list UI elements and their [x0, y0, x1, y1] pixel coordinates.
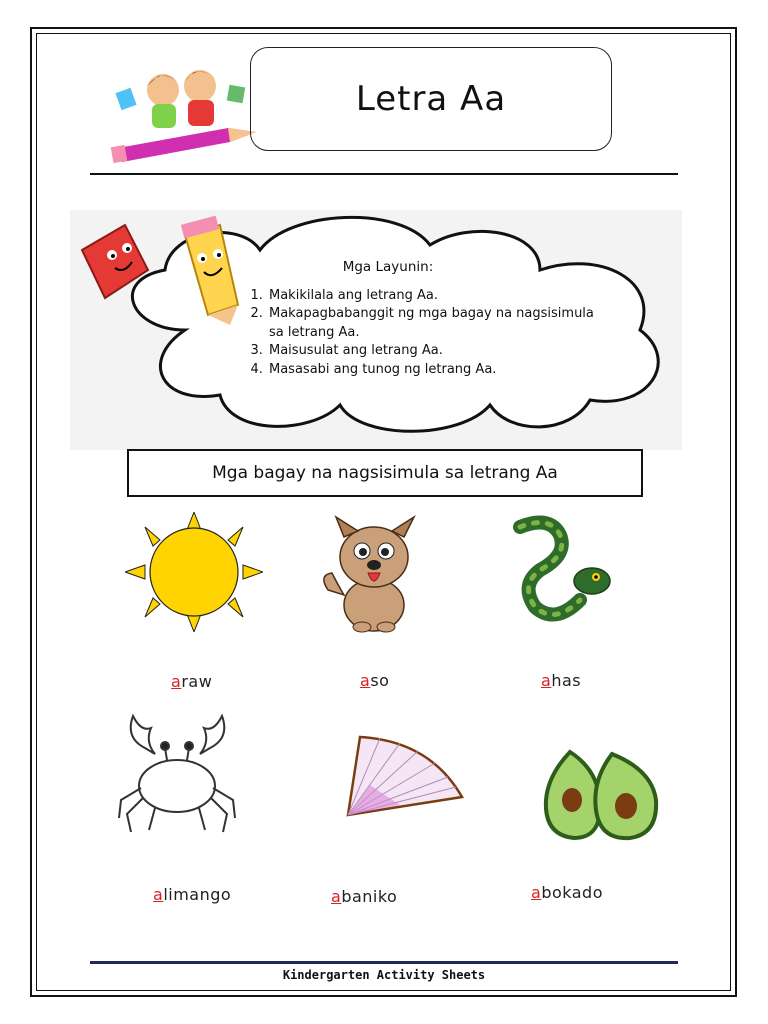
- word-abaniko: abaniko: [331, 887, 398, 906]
- header-rule: [90, 173, 678, 175]
- kids-on-pencil-illustration: [108, 60, 258, 170]
- fan-icon: [340, 735, 465, 820]
- footer-text: Kindergarten Activity Sheets: [282, 968, 486, 982]
- sun-icon: [125, 512, 263, 632]
- goal-item: 4. Masasabi ang tunog ng letrang Aa.: [267, 361, 603, 380]
- section-heading: Mga bagay na nagsisimula sa letrang Aa: [212, 463, 558, 483]
- goal-item: 3. Maisusulat ang letrang Aa.: [267, 342, 603, 361]
- word-ahas: ahas: [541, 671, 582, 690]
- footer-rule: [90, 961, 678, 964]
- word-alimango: alimango: [153, 885, 232, 904]
- goals-heading: Mga Layunin:: [342, 259, 434, 275]
- avocado-icon: [540, 740, 665, 845]
- word-araw: araw: [171, 672, 213, 691]
- section-heading-box: [127, 449, 643, 497]
- goals-list: [243, 287, 603, 380]
- word-aso: aso: [360, 671, 390, 690]
- goals-block: [243, 258, 603, 379]
- goal-item: 1. Makikilala ang letrang Aa.: [267, 287, 603, 306]
- goal-item: 2. Makapagbabanggit ng mga bagay na nagsisimula sa letrang Aa.: [267, 305, 603, 342]
- title-box: [250, 47, 612, 151]
- page-title: Letra Aa: [355, 79, 507, 119]
- crab-icon: [115, 708, 240, 838]
- word-abokado: abokado: [531, 883, 603, 902]
- dog-icon: [318, 515, 430, 633]
- snake-icon: [510, 515, 620, 625]
